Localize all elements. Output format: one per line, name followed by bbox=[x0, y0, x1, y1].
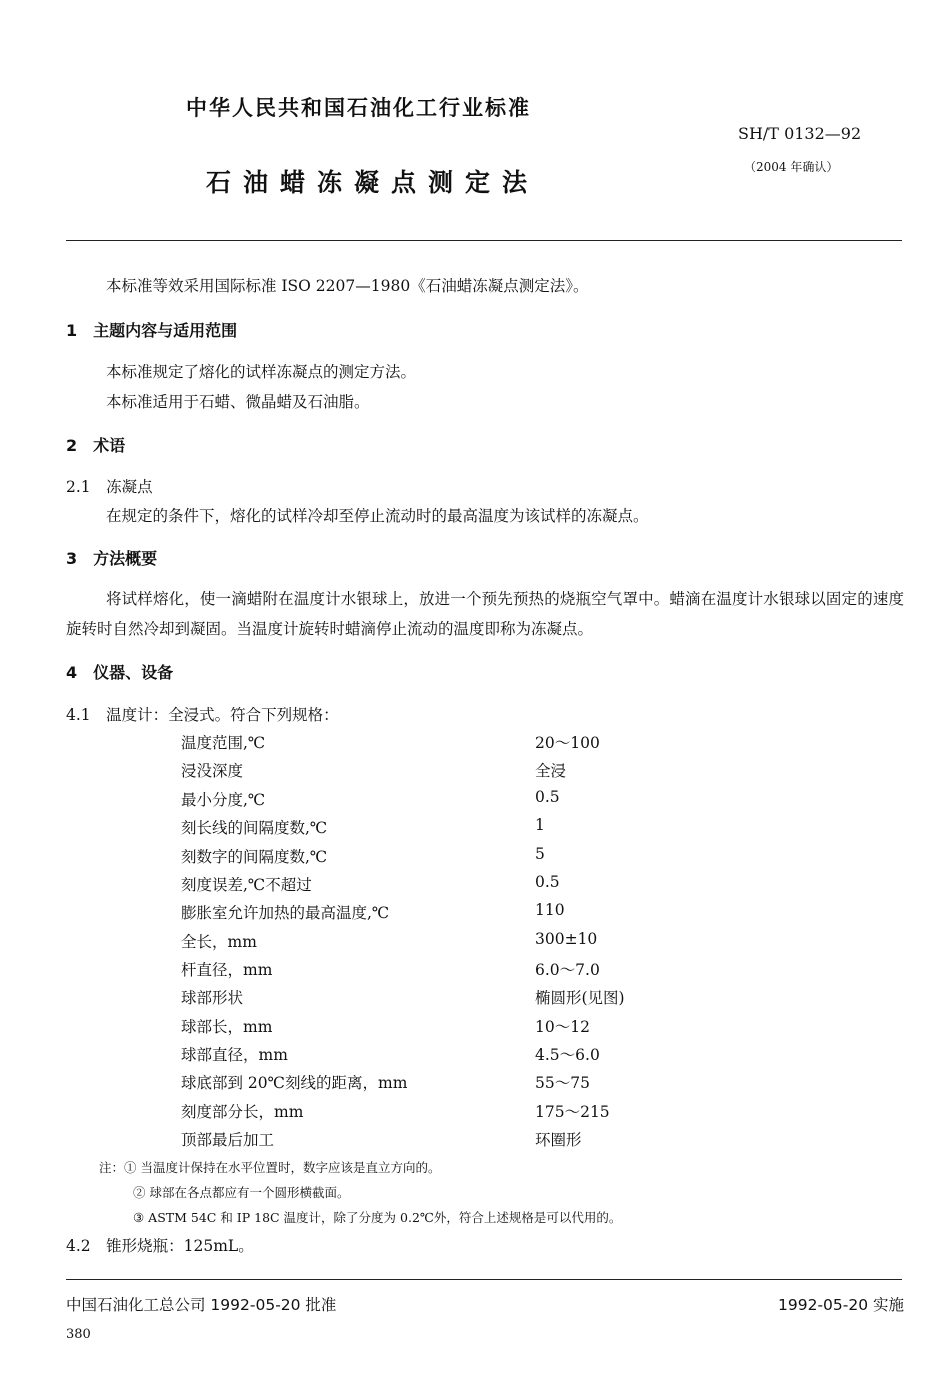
section-1-line-2: 本标准适用于石蜡、微晶蜡及石油脂。 bbox=[106, 393, 370, 411]
section-3-heading: 3 方法概要 bbox=[66, 549, 158, 568]
spec-name: 刻长线的间隔度数,℃ bbox=[181, 819, 328, 837]
section-4-heading: 4 仪器、设备 bbox=[66, 663, 174, 682]
spec-name: 球部长，mm bbox=[181, 1018, 273, 1036]
spec-name: 最小分度,℃ bbox=[181, 791, 266, 809]
spec-value: 6.0～7.0 bbox=[535, 961, 600, 979]
standard-number: SH/T 0132—92 bbox=[738, 124, 862, 143]
intro-text: 本标准等效采用国际标准 ISO 2207—1980《石油蜡冻凝点测定法》。 bbox=[106, 277, 589, 295]
spec-value: 0.5 bbox=[535, 873, 560, 891]
section-1-heading: 1 主题内容与适用范围 bbox=[66, 321, 238, 340]
header-divider bbox=[66, 240, 902, 241]
confirmation-note: （2004 年确认） bbox=[744, 160, 839, 174]
spec-name: 杆直径，mm bbox=[181, 961, 273, 979]
spec-name: 顶部最后加工 bbox=[181, 1131, 275, 1149]
spec-name: 刻度误差,℃不超过 bbox=[181, 876, 312, 894]
approval-line: 中国石油化工总公司 1992-05-20 批准 bbox=[66, 1296, 337, 1314]
spec-name: 球部直径，mm bbox=[181, 1046, 288, 1064]
spec-name: 刻数字的间隔度数,℃ bbox=[181, 848, 328, 866]
spec-value: 110 bbox=[535, 901, 565, 919]
spec-value: 55～75 bbox=[535, 1074, 590, 1092]
section-1-line-1: 本标准规定了熔化的试样冻凝点的测定方法。 bbox=[106, 363, 417, 381]
page-number: 380 bbox=[66, 1327, 91, 1342]
spec-name: 刻度部分长，mm bbox=[181, 1103, 304, 1121]
spec-value: 椭圆形(见图) bbox=[535, 989, 625, 1007]
spec-value: 20～100 bbox=[535, 734, 600, 752]
section-2-heading: 2 术语 bbox=[66, 436, 126, 455]
spec-name: 球部形状 bbox=[181, 989, 244, 1007]
footer-divider bbox=[66, 1279, 902, 1280]
spec-value: 全浸 bbox=[535, 762, 567, 780]
spec-value: 10～12 bbox=[535, 1018, 590, 1036]
implementation-date: 1992-05-20 实施 bbox=[778, 1296, 905, 1314]
spec-name: 球底部到 20℃刻线的距离，mm bbox=[181, 1074, 408, 1092]
spec-name: 全长，mm bbox=[181, 933, 257, 951]
spec-value: 4.5～6.0 bbox=[535, 1046, 600, 1064]
spec-value: 环圈形 bbox=[535, 1131, 582, 1149]
section-4-1-text: 4.1 温度计：全浸式。符合下列规格： bbox=[66, 706, 339, 724]
spec-value: 5 bbox=[535, 845, 545, 863]
section-4-2-text: 4.2 锥形烧瓶：125mL。 bbox=[66, 1237, 254, 1255]
spec-value: 300±10 bbox=[535, 930, 598, 948]
spec-name: 浸没深度 bbox=[181, 762, 244, 780]
section-2-1-heading: 2.1 冻凝点 bbox=[66, 478, 153, 496]
spec-value: 1 bbox=[535, 816, 545, 834]
note-3: ③ ASTM 54C 和 IP 18C 温度计，除了分度为 0.2℃外，符合上述规格是可以代用的。 bbox=[133, 1210, 622, 1225]
spec-name: 温度范围,℃ bbox=[181, 734, 266, 752]
section-3-text: 将试样熔化，使一滴蜡附在温度计水银球上，放进一个预先预热的烧瓶空气罩中。蜡滴在温度计水银球以固定的速度旋转时自然冷却到凝固。当温度计旋转时蜡滴停止流动的温度即称为冻凝点。 bbox=[66, 590, 904, 638]
spec-value: 0.5 bbox=[535, 788, 560, 806]
note-1: 注：① 当温度计保持在水平位置时，数字应该是直立方向的。 bbox=[99, 1160, 441, 1175]
section-2-1-text: 在规定的条件下，熔化的试样冷却至停止流动时的最高温度为该试样的冻凝点。 bbox=[106, 507, 649, 525]
spec-name: 膨胀室允许加热的最高温度,℃ bbox=[181, 904, 390, 922]
note-2: ② 球部在各点都应有一个圆形横截面。 bbox=[133, 1185, 350, 1200]
spec-value: 175～215 bbox=[535, 1103, 610, 1121]
standard-title: 石油蜡冻凝点测定法 bbox=[206, 168, 540, 197]
org-title: 中华人民共和国石油化工行业标准 bbox=[186, 96, 531, 120]
